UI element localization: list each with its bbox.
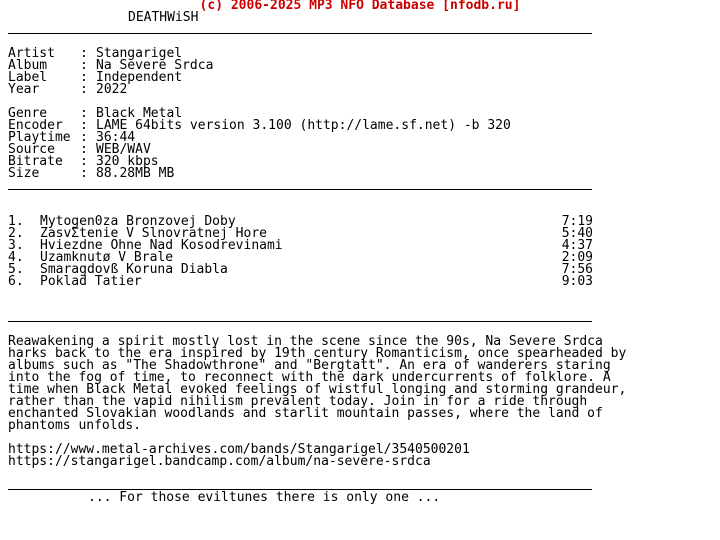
info-key: Album: [8, 58, 48, 73]
tech-key: Playtime: [8, 130, 71, 145]
track-number: 5.: [8, 262, 24, 277]
tech-sep: :: [80, 106, 88, 121]
track-title: Poklad Tatier: [40, 274, 142, 289]
tech-value: 88.28MB MB: [96, 166, 175, 181]
tech-key: Genre: [8, 106, 48, 121]
tech-value: 36:44: [96, 130, 136, 145]
footer-tagline: ... For those eviltunes there is only one ...: [88, 490, 441, 505]
album-description: Reawakening a spirit mostly lost in the scene since the 90s, Na Severe Srdca harks back to the era inspired by 19th century Romanticism, once spearheaded by albums such as "The Shadowthrone" and "Bergtatt". An era of wanderers staring into the fog of time, to reconnect with the dark undercurrents of folklore. A time when Black Metal evoked feelings of wistful longing and storming grandeur, rather than the vapid nihilism prevalent today. Join in for a ride through enchanted Slovakian woodlands and starlit mountain passes, where the land of phantoms unfolds.: [8, 334, 627, 433]
track-duration: 4:37: [561, 238, 593, 253]
tech-row-size: [8, 168, 174, 180]
tech-key: Source: [8, 142, 55, 157]
link-metal-archives[interactable]: https://www.metal-archives.com/bands/Stangarigel/3540500201: [8, 442, 470, 457]
tech-key: Bitrate: [8, 154, 63, 169]
track-title: Mytogen0za Bronzovej Doby: [40, 214, 236, 229]
track-duration: 9:03: [561, 274, 593, 289]
info-sep: :: [80, 58, 88, 73]
info-row-year: [8, 84, 127, 96]
info-key: Label: [8, 70, 48, 85]
track-duration: 7:56: [561, 262, 593, 277]
divider: [8, 189, 592, 190]
info-key: Year: [8, 82, 40, 97]
info-value: Independent: [96, 70, 183, 85]
divider: [8, 321, 592, 322]
info-sep: :: [80, 46, 88, 61]
track-duration: 2:09: [561, 250, 593, 265]
tech-key: Encoder: [8, 118, 63, 133]
tech-sep: :: [80, 142, 88, 157]
track-number: 4.: [8, 250, 24, 265]
info-sep: :: [80, 70, 88, 85]
track-duration: 5:40: [561, 226, 593, 241]
tech-value: Black Metal: [96, 106, 183, 121]
divider: [8, 33, 592, 34]
track-title: Smaragdovß Koruna Diabla: [40, 262, 228, 277]
track-number: 2.: [8, 226, 24, 241]
tech-sep: :: [80, 130, 88, 145]
track-number: 6.: [8, 274, 24, 289]
tech-sep: :: [80, 118, 88, 133]
info-value: Na Severe Srdca: [96, 58, 214, 73]
track-title: ZasvΣtenie V Slnovratnej Hore: [40, 226, 267, 241]
track-number: 3.: [8, 238, 24, 253]
link-bandcamp[interactable]: https://stangarigel.bandcamp.com/album/na-severe-srdca: [8, 454, 431, 469]
track-title: Uzamknutø V Brale: [40, 250, 174, 265]
info-value: 2022: [96, 82, 128, 97]
track-duration: 7:19: [561, 214, 593, 229]
info-key: Artist: [8, 46, 55, 61]
track-title: Hviezdne Ohne Nad Kosodrevinami: [40, 238, 283, 253]
track-number: 1.: [8, 214, 24, 229]
track-row: [8, 276, 593, 288]
group-name: DEATHWiSH: [128, 10, 199, 25]
tech-key: Size: [8, 166, 40, 181]
tech-sep: :: [80, 166, 88, 181]
info-value: Stangarigel: [96, 46, 183, 61]
tech-value: LAME 64bits version 3.100 (http://lame.sf.net) -b 320: [96, 118, 511, 133]
nfodb-credit: (c) 2006-2025 MP3 NFO Database [nfodb.ru]: [199, 0, 521, 13]
info-sep: :: [80, 82, 88, 97]
tech-sep: :: [80, 154, 88, 169]
tech-value: 320 kbps: [96, 154, 159, 169]
tech-value: WEB/WAV: [96, 142, 151, 157]
